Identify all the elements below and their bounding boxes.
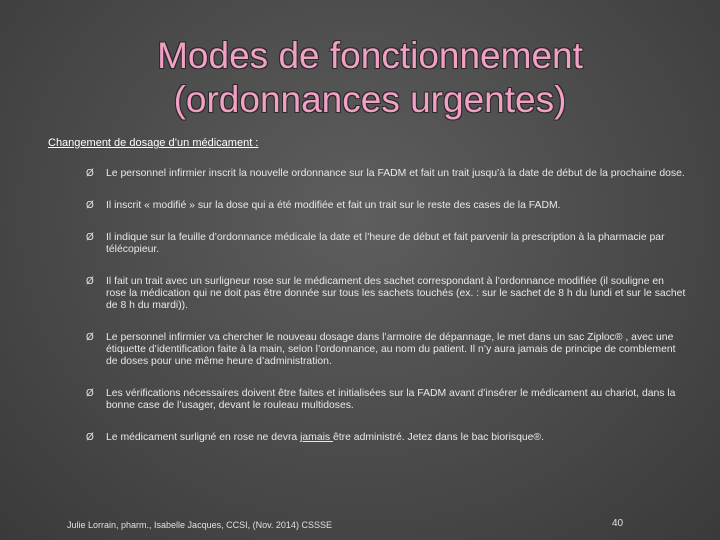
bullet-item-3 — [86, 232, 686, 256]
bullet-text: Il indique sur la feuille d’ordonnance médicale la date et l’heure de début et fait parvenir la prescription à la pharmacie par télécopieur. — [106, 232, 665, 255]
bullet-item-4 — [86, 276, 686, 312]
arrow-bullet-icon: Ø — [86, 276, 94, 287]
arrow-bullet-icon: Ø — [86, 168, 94, 179]
bullet-text: Le personnel infirmier va chercher le nouveau dosage dans l’armoire de dépannage, le met dans un sac Ziploc® , avec une étiquette d’identification faite à la main, selon l’ordonnance, au nom du patient. Il n’y aura jamais de principe de comblement de doses pour une même heure d’administration. — [106, 332, 676, 367]
arrow-bullet-icon: Ø — [86, 388, 94, 399]
intro-heading: Changement de dosage d’un médicament : — [48, 137, 259, 149]
bullet-item-7 — [86, 432, 686, 444]
bullet-text-underlined: jamais — [300, 432, 333, 443]
arrow-bullet-icon: Ø — [86, 332, 94, 343]
arrow-bullet-icon: Ø — [86, 432, 94, 443]
bullet-list — [86, 168, 686, 444]
arrow-bullet-icon: Ø — [86, 232, 94, 243]
bullet-text-before: Le médicament surligné en rose ne devra — [106, 432, 301, 443]
slide-title-line-2: (ordonnances urgentes) — [173, 79, 567, 120]
bullet-text: Les vérifications nécessaires doivent être faites et initialisées sur la FADM avant d’insérer le médicament au chariot, dans la bonne case de l’usager, devant le rouleau multidoses. — [106, 388, 676, 411]
slide-title — [60, 34, 680, 122]
arrow-bullet-icon: Ø — [86, 200, 94, 211]
bullet-item-1 — [86, 168, 686, 180]
bullet-text: Il fait un trait avec un surligneur rose sur le médicament des sachet correspondant à l’ordonnance modifiée (il souligne en rose la médication qui ne doit pas être donnée sur tous les sachets touchés (ex. : sur le sachet de 8 h du lundi et sur le sachet de 8 h du mardi)). — [106, 276, 686, 311]
bullet-text-after: être administré. Jetez dans le bac biorisque®. — [333, 432, 544, 443]
page-number: 40 — [612, 518, 624, 529]
bullet-text: Le personnel infirmier inscrit la nouvelle ordonnance sur la FADM et fait un trait jusqu’à la date de début de la prochaine dose. — [106, 168, 685, 179]
footer-credit: Julie Lorrain, pharm., Isabelle Jacques, CCSI, (Nov. 2014) CSSSE — [67, 520, 332, 530]
bullet-item-5 — [86, 332, 686, 368]
bullet-item-6 — [86, 388, 686, 412]
bullet-item-2 — [86, 200, 686, 212]
slide-title-line-1: Modes de fonctionnement — [157, 35, 583, 76]
bullet-text: Il inscrit « modifié » sur la dose qui a été modifiée et fait un trait sur le reste des cases de la FADM. — [106, 200, 561, 211]
